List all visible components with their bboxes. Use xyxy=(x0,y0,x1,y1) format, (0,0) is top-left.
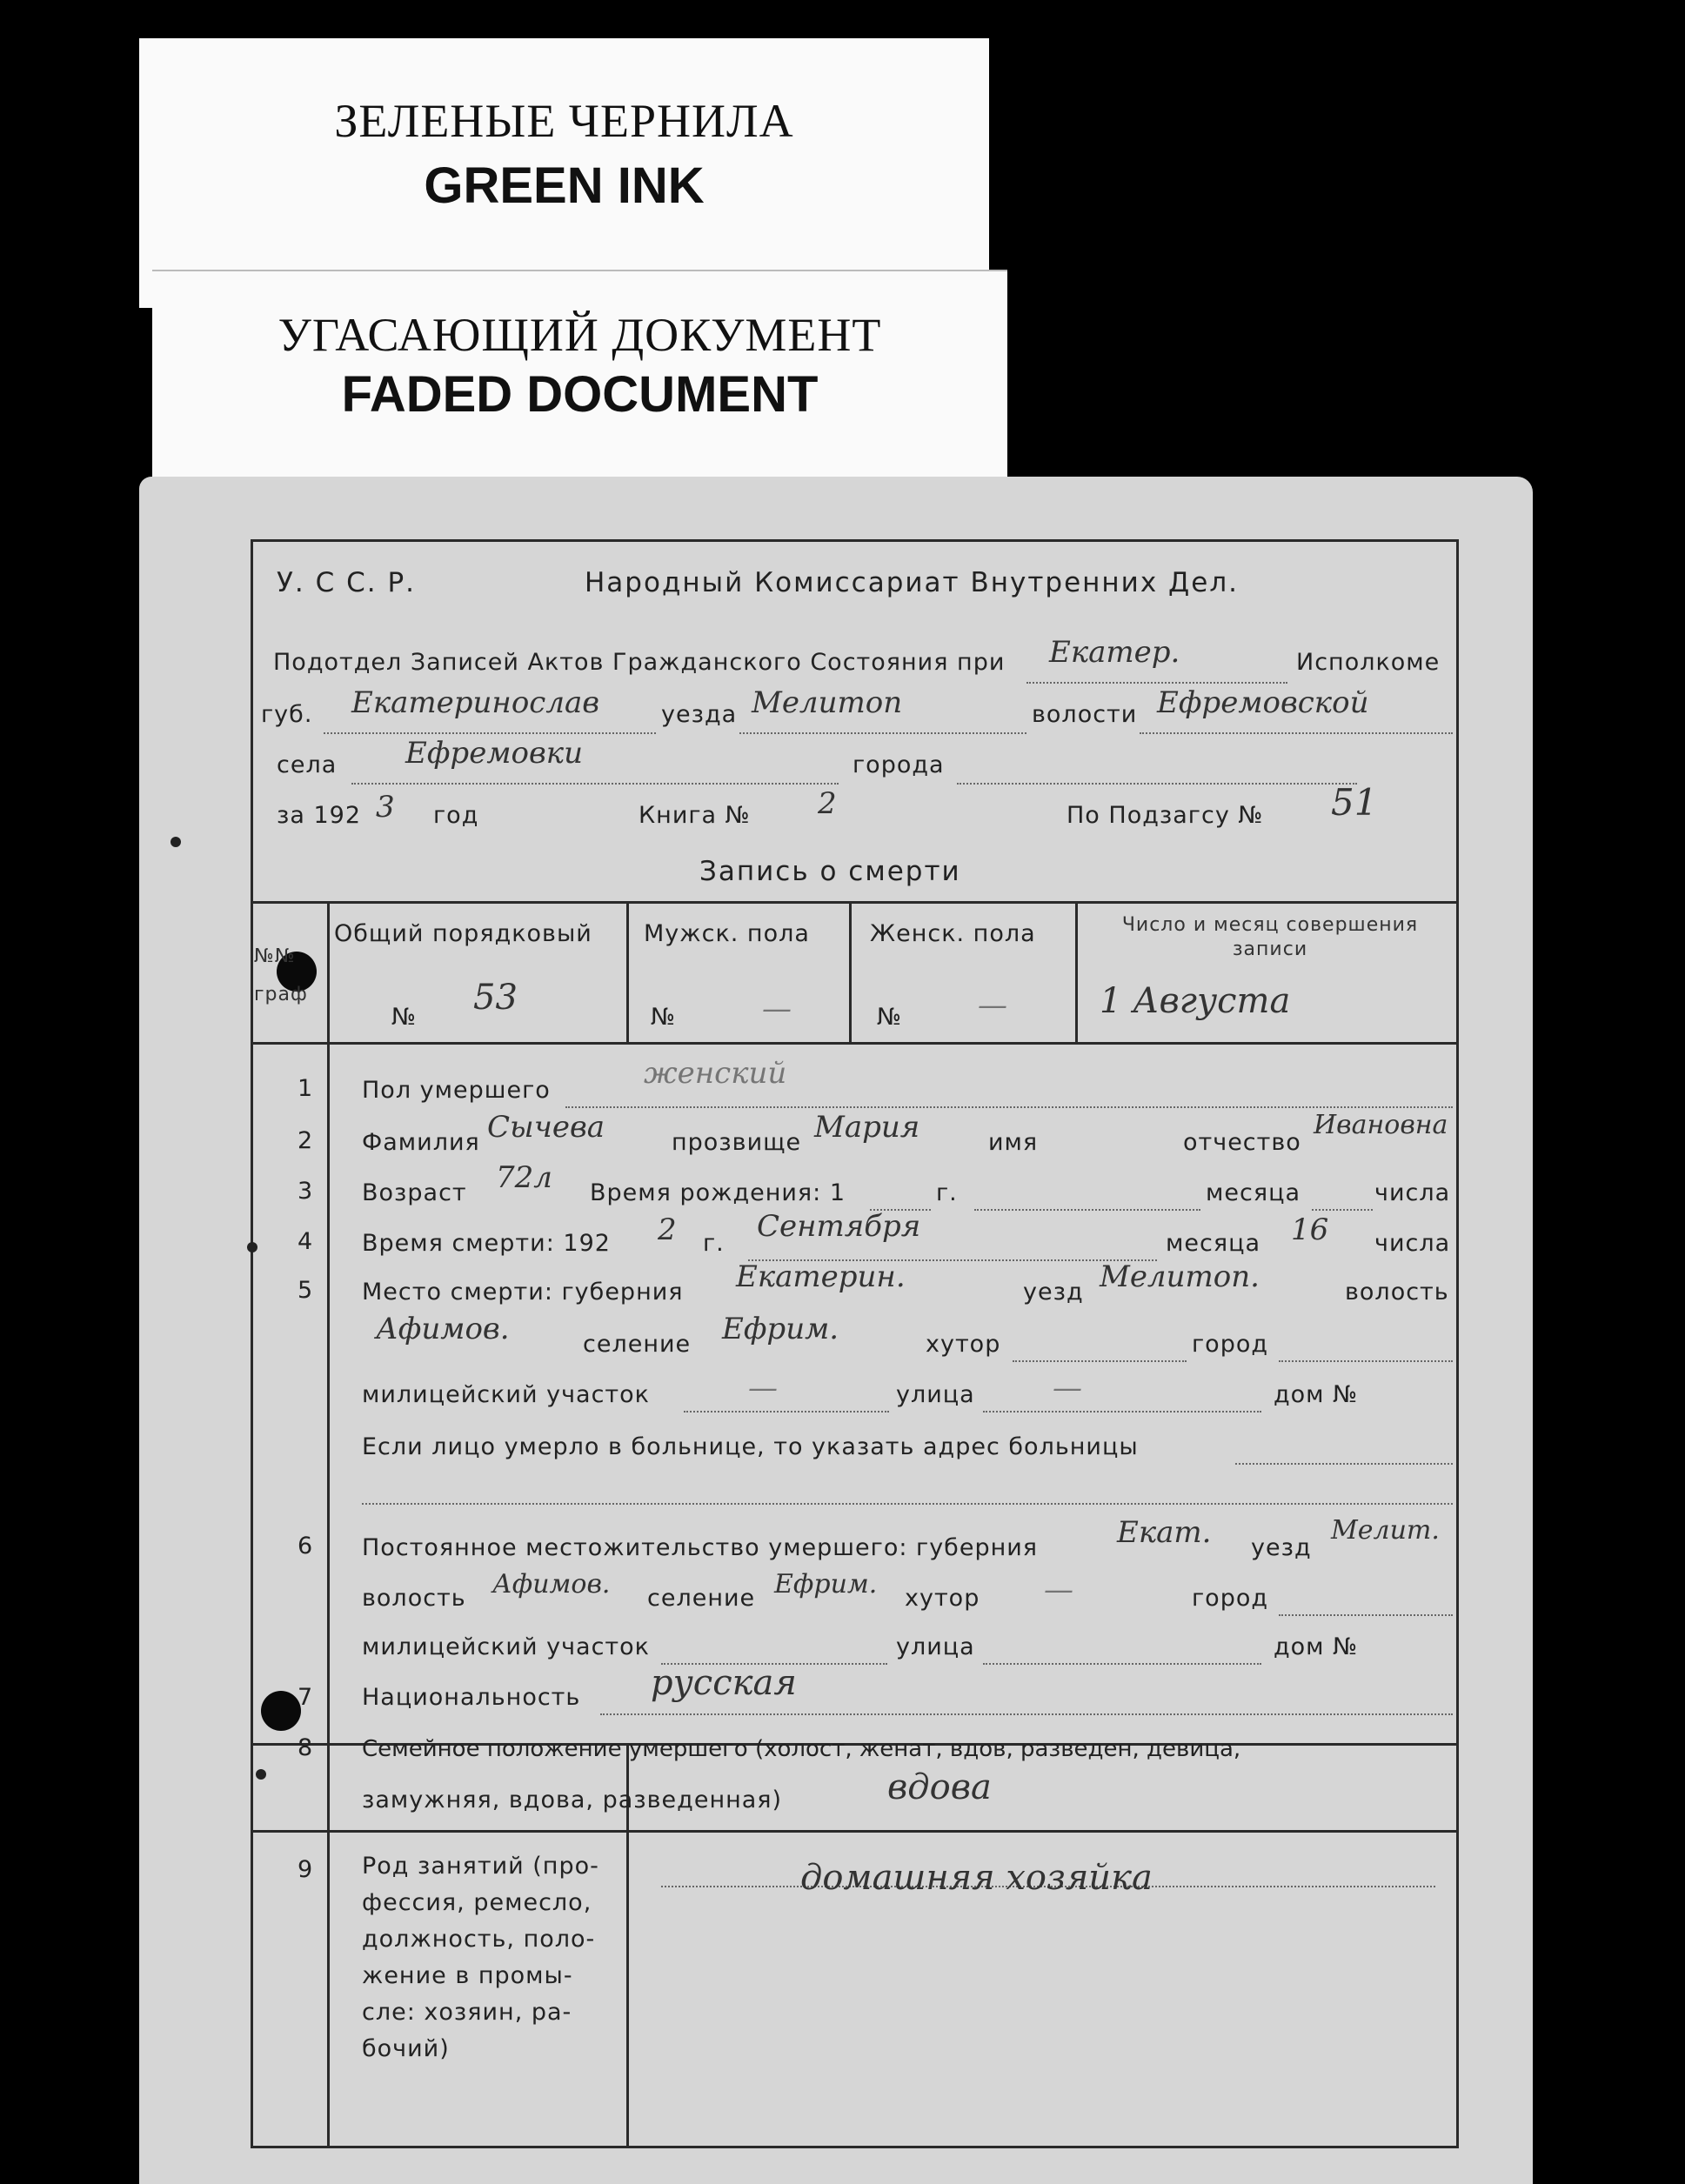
death-place-label: Место смерти: губерния xyxy=(362,1279,684,1306)
residence-uezd-label: уезд xyxy=(1251,1534,1312,1561)
death-street-handwriting: — xyxy=(1053,1371,1082,1406)
record-title: Запись о смерти xyxy=(699,856,961,887)
occupation-label-2: фессия, ремесло, xyxy=(362,1889,592,1916)
row-number: 8 xyxy=(298,1734,313,1761)
death-hutor-label: хутор xyxy=(926,1331,1001,1358)
row-number: 9 xyxy=(298,1856,313,1883)
death-g-label: г. xyxy=(703,1230,725,1257)
god-label: год xyxy=(433,802,479,829)
year-label: за 192 xyxy=(277,802,362,829)
residence-selenie-label: селение xyxy=(647,1585,756,1612)
birth-label: Время рождения: 1 xyxy=(590,1179,846,1206)
row-number: 4 xyxy=(298,1228,313,1255)
death-uezd-handwriting: Мелитоп. xyxy=(1100,1259,1260,1294)
subdept-handwriting: Екатер. xyxy=(1049,635,1180,670)
occupation-handwriting: домашняя хозяйка xyxy=(800,1858,1153,1898)
kniga-handwriting: 2 xyxy=(818,786,837,821)
death-volost-handwriting: Афимов. xyxy=(376,1312,510,1346)
faded-document-label xyxy=(152,271,1007,477)
age-label: Возраст xyxy=(362,1179,467,1206)
uezd-handwriting: Мелитоп xyxy=(752,685,903,720)
nickname-label: прозвище xyxy=(672,1129,802,1156)
death-selenie-handwriting: Ефрим. xyxy=(722,1312,839,1346)
death-day-label: числа xyxy=(1374,1230,1451,1257)
birth-g-label: г. xyxy=(936,1179,958,1206)
occupation-label-1: Род занятий (про- xyxy=(362,1853,599,1880)
sex-handwriting: женский xyxy=(644,1056,787,1091)
marital-label: Семейное положение умершего (холост, женат, вдов, разведен, девица, xyxy=(362,1736,1241,1762)
speck-mark xyxy=(247,1242,257,1252)
faded-en: FADED DOCUMENT xyxy=(341,366,819,423)
general-no: № xyxy=(391,1004,418,1031)
surname-handwriting: Сычева xyxy=(487,1110,605,1145)
residence-uezd-handwriting: Мелит. xyxy=(1331,1515,1440,1546)
patronymic-handwriting: Ивановна xyxy=(1314,1110,1448,1140)
kniga-label: Книга № xyxy=(639,802,751,829)
podzags-handwriting: 51 xyxy=(1331,781,1378,824)
col-general: Общий порядковый xyxy=(334,920,592,947)
name-label: имя xyxy=(988,1129,1039,1156)
marital-handwriting: вдова xyxy=(887,1767,992,1807)
general-handwriting: 53 xyxy=(473,978,518,1018)
death-year-handwriting: 2 xyxy=(658,1212,677,1247)
marital-label-2: замужняя, вдова, разведенная) xyxy=(362,1787,783,1813)
punch-hole-bottom xyxy=(261,1691,301,1731)
death-month-label: месяца xyxy=(1166,1230,1260,1257)
age-handwriting: 72л xyxy=(496,1160,552,1195)
col-male: Мужск. пола xyxy=(644,920,810,947)
row-number: 7 xyxy=(298,1684,313,1711)
male-handwriting: — xyxy=(762,992,792,1026)
death-selenie-label: селение xyxy=(583,1331,692,1358)
death-militia-label: милицейский участок xyxy=(362,1381,650,1408)
death-day-handwriting: 16 xyxy=(1291,1212,1329,1247)
death-month-handwriting: Сентября xyxy=(757,1209,921,1244)
occupation-label-6: бочий) xyxy=(362,2035,450,2062)
occupation-label-5: сле: хозяин, ра- xyxy=(362,1999,572,2026)
residence-hutor-label: хутор xyxy=(905,1585,980,1612)
death-house-label: дом № xyxy=(1274,1381,1359,1408)
ispolkom-label: Исполкоме xyxy=(1296,649,1441,676)
patronymic-label: отчество xyxy=(1183,1129,1301,1156)
date-handwriting: 1 Августа xyxy=(1100,981,1291,1021)
green-ink-label xyxy=(139,38,989,308)
female-handwriting: — xyxy=(978,988,1007,1023)
death-street-label: улица xyxy=(896,1381,975,1408)
volost-handwriting: Ефремовской xyxy=(1157,685,1369,720)
residence-hutor-handwriting: — xyxy=(1044,1573,1073,1607)
nationality-label: Национальность xyxy=(362,1684,581,1711)
row-number: 1 xyxy=(298,1075,313,1102)
surname-label: Фамилия xyxy=(362,1129,480,1156)
podzags-label: По Подзагсу № xyxy=(1066,802,1264,829)
subdept-label: Подотдел Записей Актов Гражданского Состояния при xyxy=(273,649,1006,676)
speck-mark xyxy=(256,1769,266,1780)
occupation-label-3: должность, поло- xyxy=(362,1926,596,1953)
residence-volost-label: волость xyxy=(362,1585,466,1612)
residence-volost-handwriting: Афимов. xyxy=(492,1569,611,1600)
volost-label: волости xyxy=(1032,701,1138,728)
speck-mark xyxy=(171,837,181,847)
residence-gorod-label: город xyxy=(1192,1585,1269,1612)
name-handwriting: Мария xyxy=(814,1110,920,1145)
death-time-label: Время смерти: 192 xyxy=(362,1230,611,1257)
col-graf: №№ граф xyxy=(254,945,308,1005)
birth-month-label: месяца xyxy=(1206,1179,1301,1206)
residence-selenie-handwriting: Ефрим. xyxy=(774,1569,878,1600)
sela-label: села xyxy=(277,751,338,778)
sex-label: Пол умершего xyxy=(362,1077,551,1104)
death-gorod-label: город xyxy=(1192,1331,1269,1358)
residence-street-label: улица xyxy=(896,1633,975,1660)
row-number: 6 xyxy=(298,1533,313,1560)
gub-label: губ. xyxy=(261,701,313,728)
male-no: № xyxy=(651,1004,677,1031)
faded-ru: УГАСАЮЩИЙ ДОКУМЕНТ xyxy=(277,309,882,361)
goroda-label: города xyxy=(853,751,945,778)
uezd-label: уезда xyxy=(661,701,738,728)
hospital-label: Если лицо умерло в больнице, то указать адрес больницы xyxy=(362,1433,1139,1460)
death-gub-handwriting: Екатерин. xyxy=(736,1259,906,1294)
nationality-handwriting: русская xyxy=(651,1663,797,1703)
col-date: Число и месяц совершения записи xyxy=(1121,914,1419,960)
row-number: 5 xyxy=(298,1277,313,1304)
birth-day-label: числа xyxy=(1374,1179,1451,1206)
residence-label: Постоянное местожительство умершего: губерния xyxy=(362,1534,1039,1561)
sela-handwriting: Ефремовки xyxy=(405,736,583,771)
residence-gub-handwriting: Екат. xyxy=(1117,1515,1212,1550)
gub-handwriting: Екатеринослав xyxy=(351,685,600,720)
female-no: № xyxy=(877,1004,903,1031)
col-female: Женск. пола xyxy=(870,920,1036,947)
row-number: 2 xyxy=(298,1127,313,1154)
residence-house-label: дом № xyxy=(1274,1633,1359,1660)
commissariat-title: Народный Комиссариат Внутренних Дел. xyxy=(585,567,1239,598)
green-ink-en: GREEN INK xyxy=(424,157,705,214)
row-number: 3 xyxy=(298,1178,313,1205)
residence-militia-label: милицейский участок xyxy=(362,1633,650,1660)
death-uezd-label: уезд xyxy=(1023,1279,1084,1306)
green-ink-ru: ЗЕЛЕНЫЕ ЧЕРНИЛА xyxy=(334,95,794,147)
year-handwriting: 3 xyxy=(376,790,395,825)
death-volost-label: волость xyxy=(1345,1279,1449,1306)
ussr-title: У. С С. Р. xyxy=(277,567,416,598)
occupation-label-4: жение в промы- xyxy=(362,1962,573,1989)
death-militia-handwriting: — xyxy=(748,1371,778,1406)
